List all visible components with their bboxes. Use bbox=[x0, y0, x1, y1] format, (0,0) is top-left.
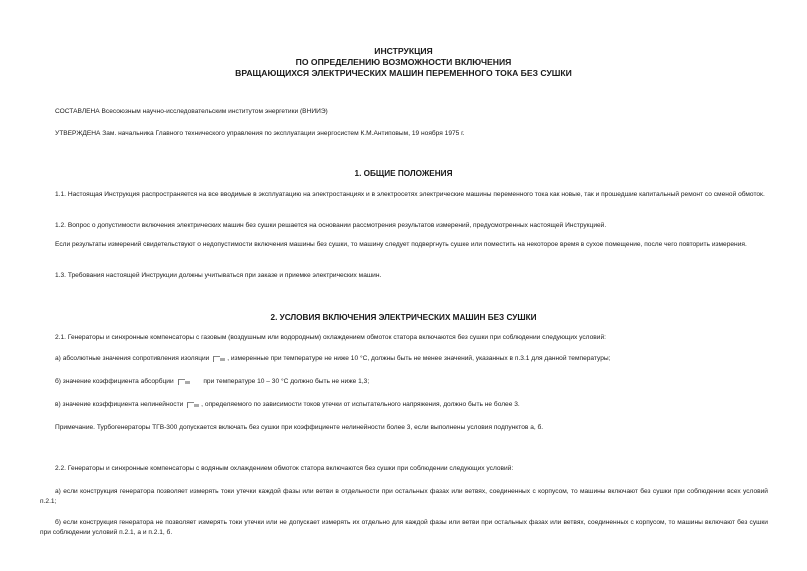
paragraph-1-1-text: 1.1. Настоящая Инструкция распространяется на все вводимые в эксплуатацию на электростанциях и в электросетях электрические машины переменного тока как новые, так и прошедшие капитальный ремонт со сменой обмоток. bbox=[55, 191, 765, 198]
section-2-heading: 2. УСЛОВИЯ ВКЛЮЧЕНИЯ ЭЛЕКТРИЧЕСКИХ МАШИН БЕЗ СУШКИ bbox=[270, 313, 537, 322]
condition-2-1-a-prefix: а) абсолютные значения сопротивления изоляции bbox=[55, 355, 210, 362]
condition-2-1-b-prefix: б) значение коэффициента абсорбции bbox=[55, 378, 174, 385]
paragraph-1-2b-text: Если результаты измерений свидетельствуют о недопустимости включения машины без сушки, то машину следует подвергнуть сушке или поместить на некоторое время в сухое помещение, после чего повторить измерения. bbox=[55, 241, 747, 248]
condition-2-2-b-text: б) если конструкция генератора не позволяет измерять токи утечки или не допускает измерять их отдельно для каждой фазы или ветви при остальных фазах или ветвях, соединенных с корпусом, то машины включают без сушки при соблюдении условий п.2.1, а и п.2.1, б. bbox=[40, 519, 768, 536]
paragraph-1-2-text: 1.2. Вопрос о допустимости включения электрических машин без сушки решается на основании рассмотрения результатов измерений, предусмотренных настоящей Инструкцией. bbox=[55, 222, 607, 229]
note-tgv-300: Примечание. Турбогенераторы ТГВ-300 допускается включать без сушки при коэффициенте нелинейности более 3, если выполнены условия подпунктов а, б. bbox=[55, 424, 544, 431]
paragraph-1-2 bbox=[40, 221, 768, 231]
condition-2-1-c bbox=[55, 400, 520, 409]
paragraph-1-3-text: 1.3. Требования настоящей Инструкции должны учитываться при заказе и приемке электрических машин. bbox=[55, 272, 382, 279]
paragraph-1-1 bbox=[40, 190, 768, 200]
compiled-by-line: СОСТАВЛЕНА Всесоюзным научно-исследовательским институтом энергетики (ВНИИЭ) bbox=[55, 108, 328, 115]
condition-2-1-b-suffix: при температуре 10 – 30 °С должно быть не ниже 1,3; bbox=[201, 378, 370, 385]
section-1-heading: 1. ОБЩИЕ ПОЛОЖЕНИЯ bbox=[354, 169, 453, 178]
absorption-coefficient-formula-icon bbox=[177, 378, 201, 385]
doc-title-line-2: ПО ОПРЕДЕЛЕНИЮ ВОЗМОЖНОСТИ ВКЛЮЧЕНИЯ bbox=[295, 57, 512, 67]
condition-2-1-a-suffix: , измеренные при температуре не ниже 10 °С, должны быть не менее значений, указанных в п.3.1 для данной температуры; bbox=[227, 355, 611, 362]
insulation-resistance-formula-icon bbox=[212, 355, 226, 362]
doc-title-line-3: ВРАЩАЮЩИХСЯ ЭЛЕКТРИЧЕСКИХ МАШИН ПЕРЕМЕННОГО ТОКА БЕЗ СУШКИ bbox=[235, 68, 572, 78]
approved-by-line: УТВЕРЖДЕНА Зам. начальника Главного технического управления по эксплуатации энергосистем К.М.Антиповым, 19 ноября 1975 г. bbox=[55, 130, 465, 137]
nonlinearity-coefficient-formula-icon bbox=[186, 401, 200, 408]
paragraph-2-2-text: 2.2. Генераторы и синхронные компенсаторы с водяным охлаждением обмоток статора включаются без сушки при соблюдении следующих условий: bbox=[55, 465, 514, 472]
condition-2-1-c-prefix: в) значение коэффициента нелинейности bbox=[55, 401, 184, 408]
condition-2-2-a bbox=[40, 487, 768, 506]
paragraph-1-3 bbox=[40, 271, 768, 281]
paragraph-2-2 bbox=[40, 464, 768, 474]
condition-2-2-b bbox=[40, 518, 768, 537]
condition-2-1-a bbox=[55, 354, 610, 363]
condition-2-2-a-text: а) если конструкция генератора позволяет измерять токи утечки каждой фазы или ветви в отдельности при остальных фазах или ветвях, соединенных с корпусом, то машины включают без сушки при соблюдении всех условий п.2.1; bbox=[40, 488, 768, 505]
paragraph-2-1-text: 2.1. Генераторы и синхронные компенсаторы с газовым (воздушным или водородным) охлаждением обмоток статора включаются без сушки при соблюдении следующих условий: bbox=[55, 334, 606, 341]
paragraph-2-1 bbox=[40, 333, 768, 343]
condition-2-1-b bbox=[55, 377, 369, 386]
paragraph-1-2-continued bbox=[40, 240, 768, 250]
condition-2-1-c-suffix: , определяемого по зависимости токов утечки от испытательного напряжения, должно быть не более 3. bbox=[201, 401, 520, 408]
doc-title-line-1: ИНСТРУКЦИЯ bbox=[374, 46, 433, 56]
